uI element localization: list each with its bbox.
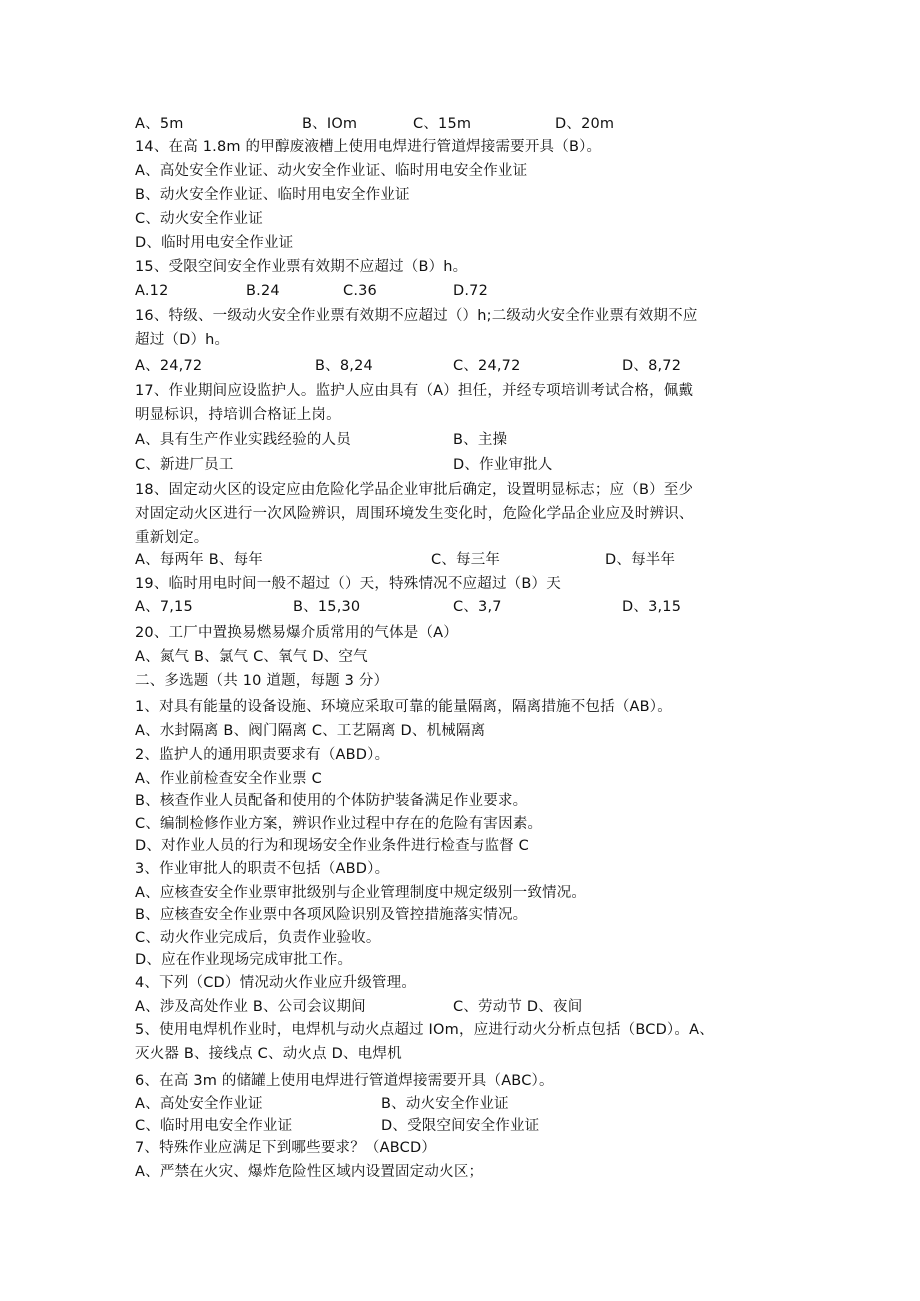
multi-question-7: 7、特殊作业应满足下到哪些要求？（ABCD） [135, 1140, 437, 1156]
option-line: B、动火安全作业证、临时用电安全作业证 [135, 187, 410, 203]
option: A、24,72 [135, 358, 203, 374]
option-line: 灭火器 B、接线点 C、动火点 D、电焊机 [135, 1046, 402, 1062]
multi-question-5: 5、使用电焊机作业时，电焊机与动火点超过 IOm，应进行动火分析点包括（BCD）。A、 [135, 1022, 714, 1038]
option-row [135, 550, 785, 570]
question-18: 18、固定动火区的设定应由危险化学品企业审批后确定，设置明显标志；应（B）至少 [135, 482, 694, 498]
multi-question-6: 6、在高 3m 的储罐上使用电焊进行管道焊接需要开具（ABC）。 [135, 1073, 554, 1089]
option-line: A、严禁在火灾、爆炸危险性区域内设置固定动火区； [135, 1164, 484, 1180]
question-18-cont: 对固定动火区进行一次风险辨识，周围环境发生变化时，危险化学品企业应及时辨识、 [135, 506, 694, 522]
option-line: C、动火作业完成后，负责作业验收。 [135, 930, 381, 946]
section-heading: 二、多选题（共 10 道题，每题 3 分） [135, 673, 389, 689]
option-row [135, 1094, 785, 1114]
option-line: D、对作业人员的行为和现场安全作业条件进行检查与监督 C [135, 838, 529, 854]
question-17-cont: 明显标识，持培训合格证上岗。 [135, 407, 341, 423]
option: C、劳动节 D、夜间 [453, 999, 583, 1015]
question-16: 16、特级、一级动火安全作业票有效期不应超过（）h;二级动火安全作业票有效期不应 [135, 308, 698, 324]
option: A、5m [135, 116, 184, 132]
option: A、7,15 [135, 599, 193, 615]
question-18-cont: 重新划定。 [135, 530, 209, 546]
multi-question-2: 2、监护人的通用职责要求有（ABD）。 [135, 747, 390, 763]
option: D、作业审批人 [453, 457, 553, 473]
question-19: 19、临时用电时间一般不超过（）天，特殊情况不应超过（B）天 [135, 576, 561, 592]
option-row [135, 997, 785, 1017]
option: B、IOm [302, 116, 358, 132]
option: D、8,72 [622, 358, 682, 374]
multi-question-3: 3、作业审批人的职责不包括（ABD）。 [135, 861, 390, 877]
option: C、新进厂员工 [135, 457, 234, 473]
option-line: A、应核查安全作业票审批级别与企业管理制度中规定级别一致情况。 [135, 885, 587, 901]
option-line: A、氮气 B、氯气 C、氧气 D、空气 [135, 649, 368, 665]
option: D、3,15 [622, 599, 682, 615]
option-line: C、编制检修作业方案，辨识作业过程中存在的危险有害因素。 [135, 816, 543, 832]
option-line: D、应在作业现场完成审批工作。 [135, 952, 353, 968]
option-line: A、水封隔离 B、阀门隔离 C、工艺隔离 D、机械隔离 [135, 723, 486, 739]
option-line: D、临时用电安全作业证 [135, 235, 294, 251]
option: A、高处安全作业证 [135, 1096, 263, 1112]
option: A.12 [135, 283, 169, 299]
option: D、受限空间安全作业证 [381, 1118, 540, 1134]
option-row [135, 114, 785, 134]
option: C、每三年 [431, 552, 501, 568]
multi-question-4: 4、下列（CD）情况动火作业应升级管理。 [135, 975, 417, 991]
question-14: 14、在高 1.8m 的甲醇废液槽上使用电焊进行管道焊接需要开具（B）。 [135, 139, 602, 155]
option: D.72 [453, 283, 489, 299]
option: C、24,72 [453, 358, 521, 374]
option: B、15,30 [293, 599, 361, 615]
option: B、8,24 [315, 358, 373, 374]
option-row [135, 281, 785, 301]
option-row [135, 1116, 785, 1136]
option: C、临时用电安全作业证 [135, 1118, 293, 1134]
question-20: 20、工厂中置换易燃易爆介质常用的气体是（A） [135, 625, 458, 641]
option-row [135, 597, 785, 617]
option: A、具有生产作业实践经验的人员 [135, 432, 351, 448]
question-17: 17、作业期间应设监护人。监护人应由具有（A）担任，并经专项培训考试合格，佩戴 [135, 383, 694, 399]
multi-question-1: 1、对具有能量的设备设施、环境应采取可靠的能量隔离，隔离措施不包括（AB）。 [135, 699, 672, 715]
option: C、3,7 [453, 599, 502, 615]
option: A、每两年 B、每年 [135, 552, 263, 568]
option: D、每半年 [605, 552, 676, 568]
option-line: B、核查作业人员配备和使用的个体防护装备满足作业要求。 [135, 793, 528, 809]
option: B、动火安全作业证 [381, 1096, 509, 1112]
option-line: C、动火安全作业证 [135, 211, 263, 227]
option: B.24 [246, 283, 280, 299]
option-row [135, 356, 785, 376]
option-line: B、应核查安全作业票中各项风险识别及管控措施落实情况。 [135, 907, 528, 923]
question-15: 15、受限空间安全作业票有效期不应超过（B）h。 [135, 259, 468, 275]
question-16-cont: 超过（D）h。 [135, 332, 230, 348]
option: C.36 [343, 283, 377, 299]
option: D、20m [555, 116, 615, 132]
option: B、主操 [453, 432, 508, 448]
option-row [135, 430, 785, 450]
option: C、15m [413, 116, 472, 132]
option-line: A、高处安全作业证、动火安全作业证、临时用电安全作业证 [135, 163, 528, 179]
option-line: A、作业前检查安全作业票 C [135, 771, 322, 787]
option-row [135, 455, 785, 475]
option: A、涉及高处作业 B、公司会议期间 [135, 999, 366, 1015]
